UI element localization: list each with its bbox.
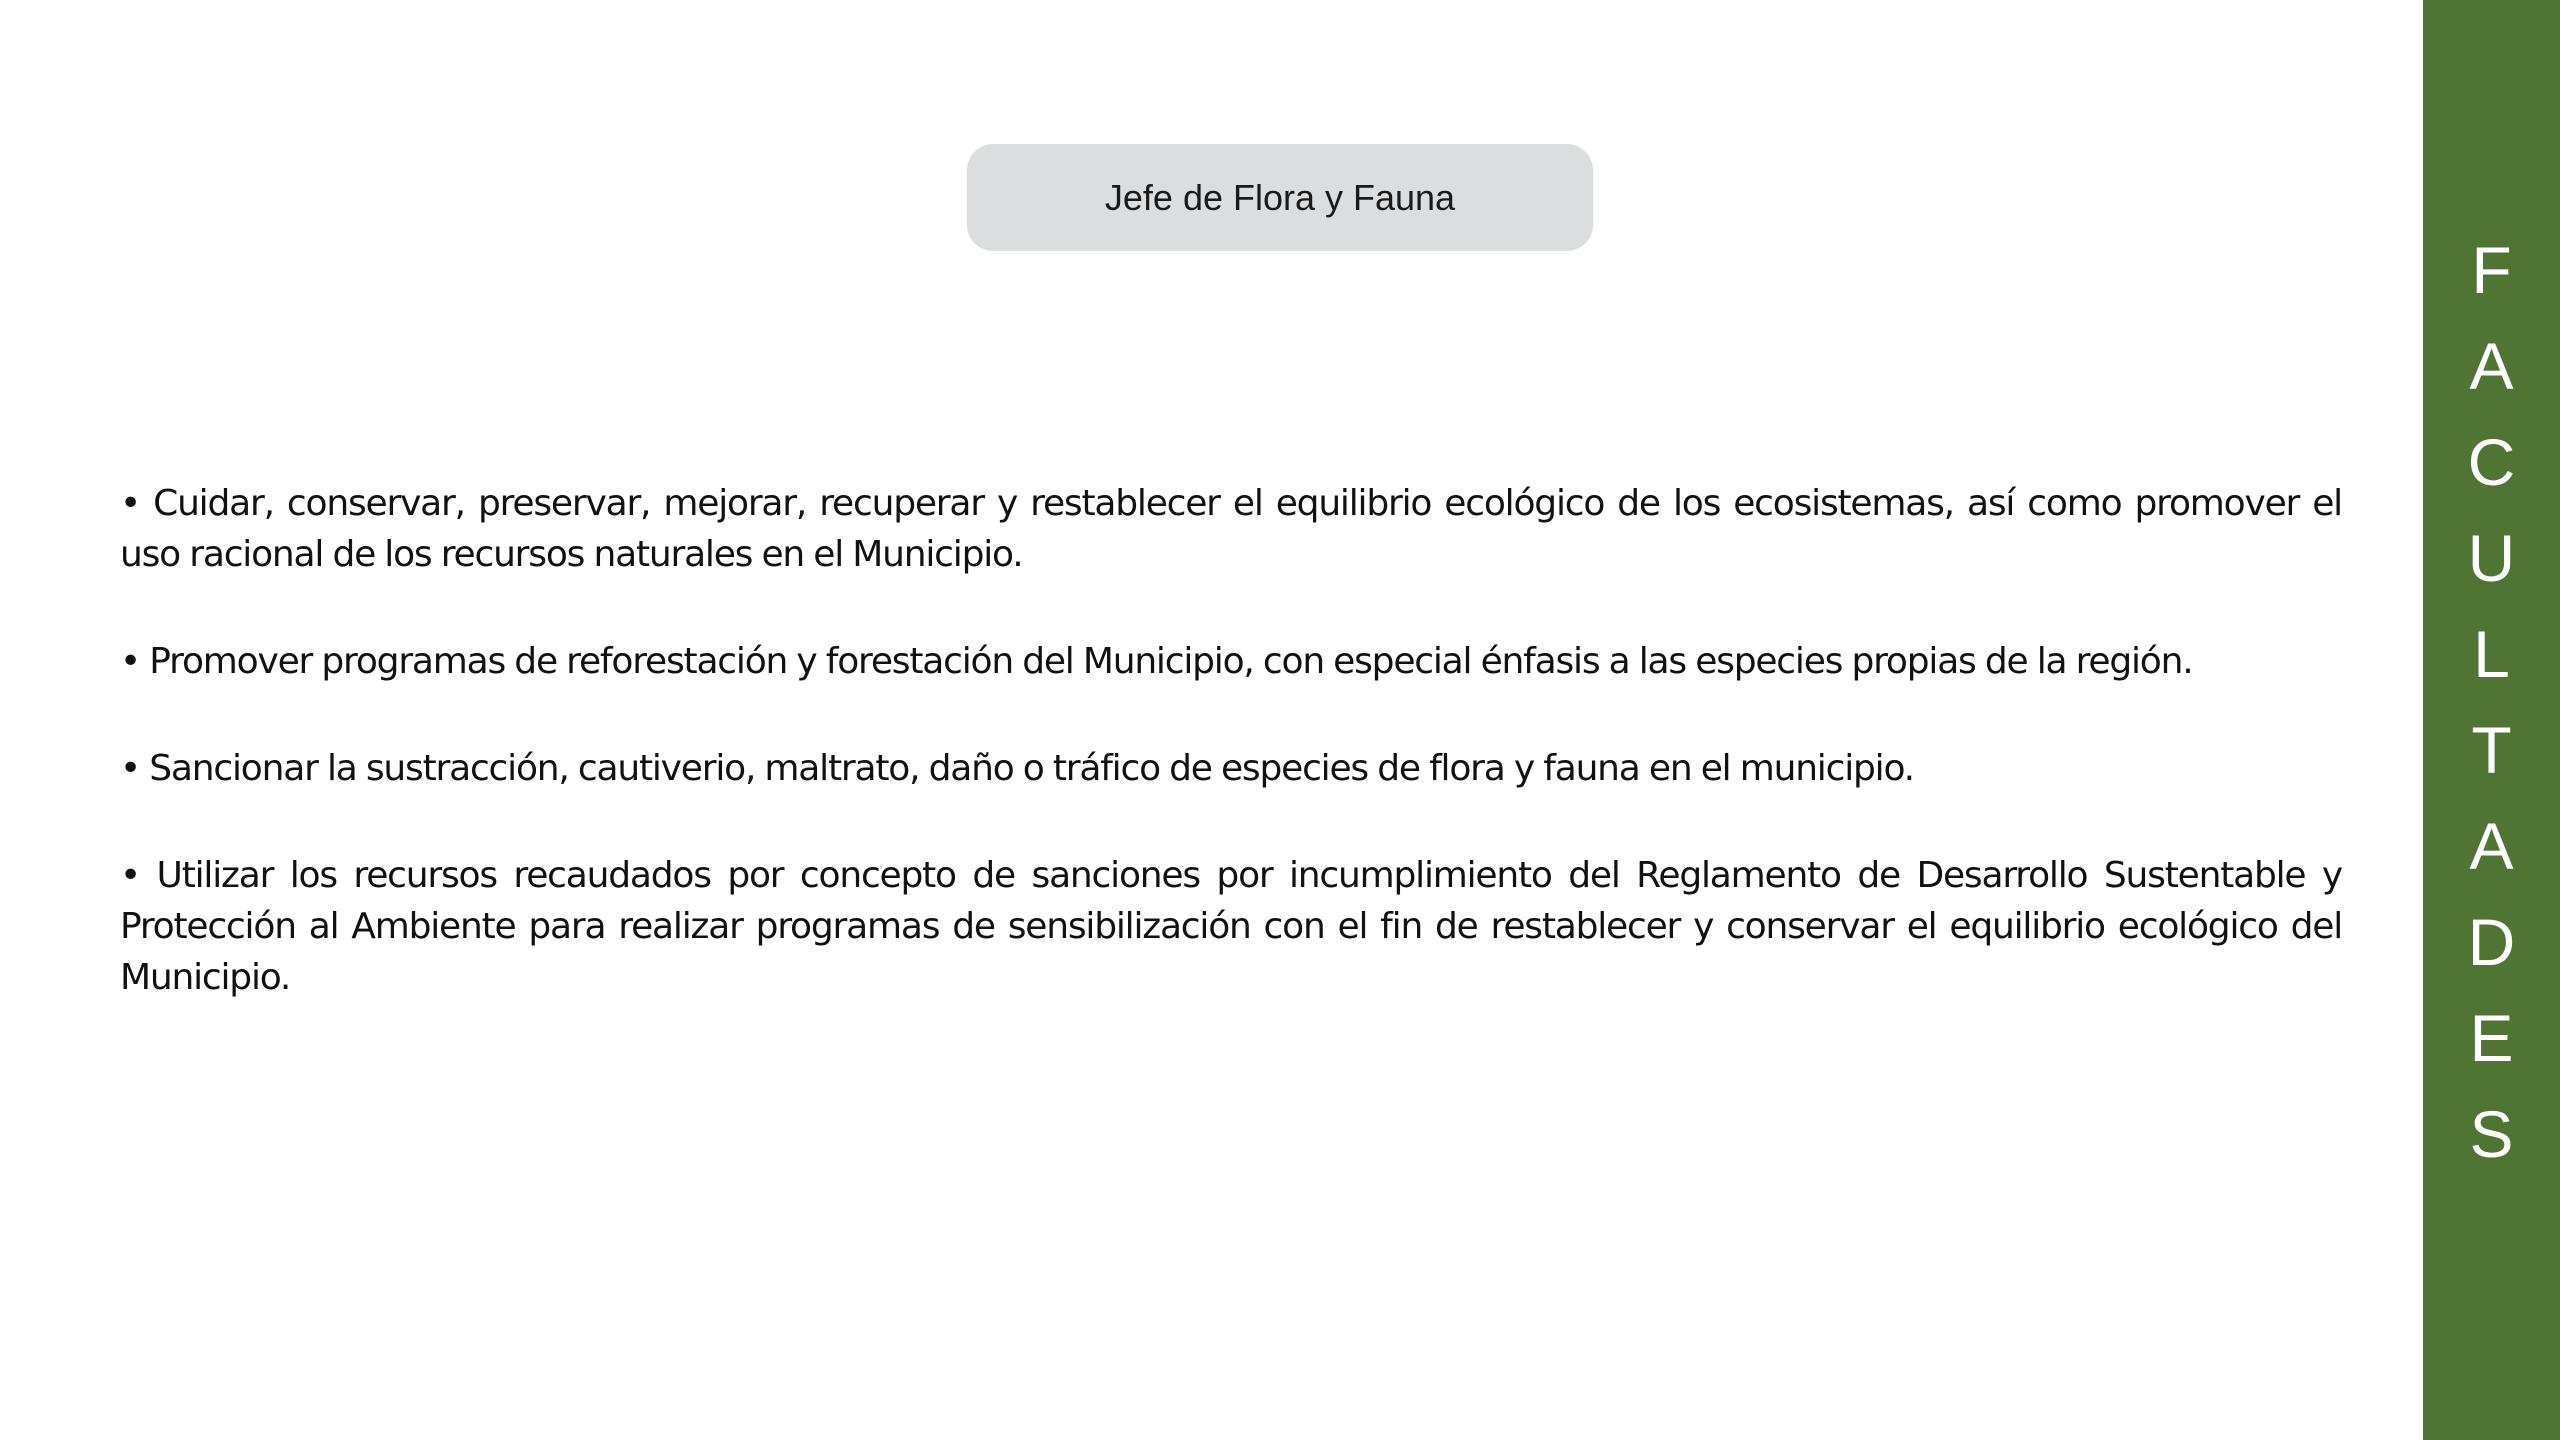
bullet-item-2: • Promover programas de reforestación y forestación del Municipio, con especial énfasis a las especies propias de la región. bbox=[120, 641, 2193, 682]
page-title: Jefe de Flora y Fauna bbox=[1104, 176, 1456, 218]
vertical-letter-a: A bbox=[2469, 329, 2514, 403]
vertical-letter-c: C bbox=[2467, 425, 2516, 499]
bullet-item-4: • Utilizar los recursos recaudados por concepto de sanciones por incumplimiento del Reglamento de Desarrollo Sustentable y Protección al Ambiente para realizar programas de sensibilización con el fin de restablecer y conservar el equilibrio ecológico del Municipio. bbox=[120, 855, 2342, 998]
sidebar-banner bbox=[2423, 0, 2560, 1440]
title-box bbox=[967, 144, 1593, 251]
vertical-letter-f: F bbox=[2471, 233, 2512, 307]
vertical-letter-d: D bbox=[2467, 905, 2516, 979]
vertical-letter-e: E bbox=[2469, 1001, 2514, 1075]
vertical-letter-a-2: A bbox=[2469, 809, 2514, 883]
vertical-letter-l: L bbox=[2473, 617, 2510, 691]
vertical-letter-u: U bbox=[2467, 521, 2516, 595]
content-area bbox=[120, 478, 2342, 1059]
bullet-item-3: • Sancionar la sustracción, cautiverio, maltrato, daño o tráfico de especies de flora y fauna en el municipio. bbox=[120, 748, 1914, 789]
bullet-item-1: • Cuidar, conservar, preservar, mejorar, recuperar y restablecer el equilibrio ecológico de los ecosistemas, así como promover el uso racional de los recursos naturales en el Municipio. bbox=[120, 483, 2342, 575]
vertical-letter-s: S bbox=[2469, 1097, 2514, 1171]
vertical-heading bbox=[2423, 222, 2560, 1182]
vertical-letter-t: T bbox=[2471, 713, 2512, 787]
